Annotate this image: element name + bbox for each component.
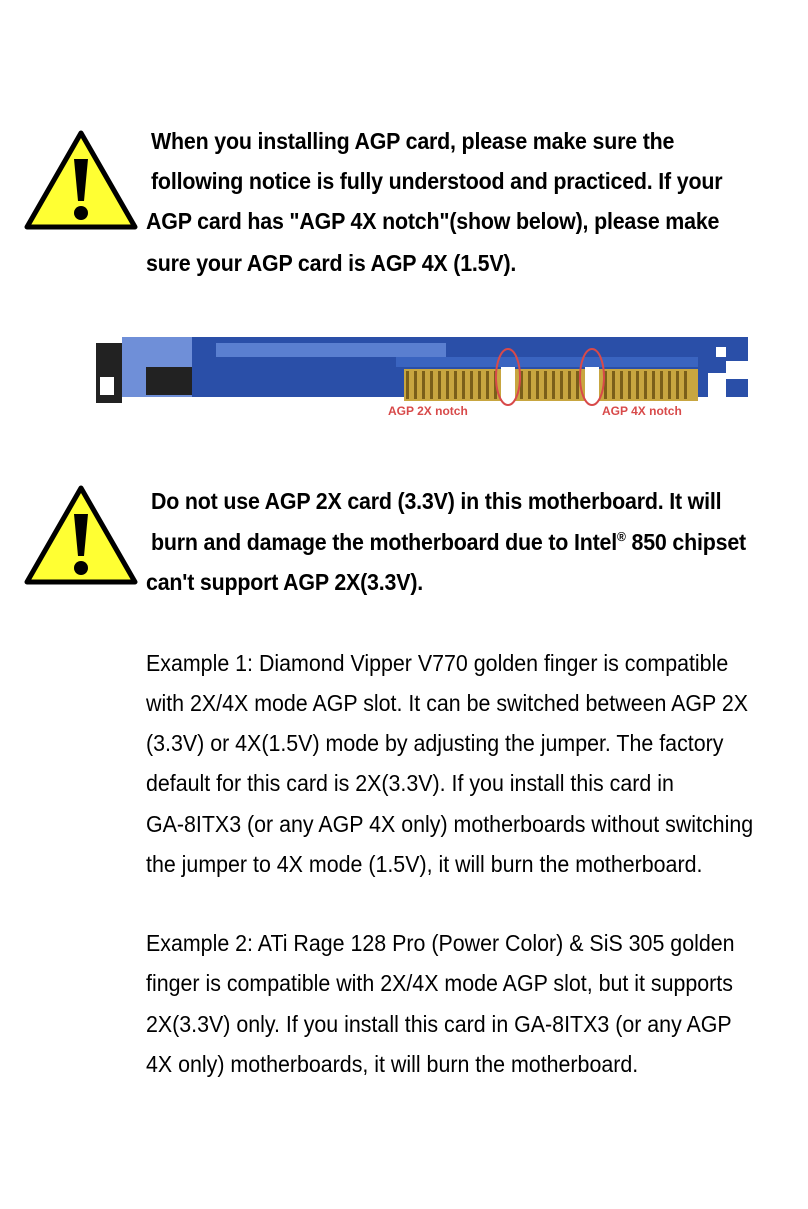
example1-line: Example 1: Diamond Vipper V770 golden finger is compatible [146, 650, 729, 676]
registered-mark: ® [617, 529, 626, 544]
example1-line: default for this card is 2X(3.3V). If you install this card in [146, 770, 674, 796]
warning2-line-1: Do not use AGP 2X card (3.3V) in this motherboard. It will [151, 488, 722, 514]
agp-2x-notch-label: AGP 2X notch [388, 404, 468, 418]
example1-line: (3.3V) or 4X(1.5V) mode by adjusting the jumper. The factory [146, 730, 724, 756]
warning1-line: sure your AGP card is AGP 4X (1.5V). [146, 250, 517, 276]
warning1-line: AGP card has "AGP 4X notch"(show below), please make [146, 208, 720, 234]
example2-line: finger is compatible with 2X/4X mode AGP slot, but it supports [146, 970, 733, 996]
warning1-line: When you installing AGP card, please make sure the [151, 128, 675, 154]
example1-line: the jumper to 4X mode (1.5V), it will burn the motherboard. [146, 851, 703, 877]
example1-line: GA-8ITX3 (or any AGP 4X only) motherboards without switching [146, 811, 754, 837]
agp-card-illustration [96, 337, 748, 427]
warning2-line-2: burn and damage the motherboard due to Intel® 850 chipset [151, 529, 746, 555]
warning1-line: following notice is fully understood and practiced. If your [151, 168, 723, 194]
warning-triangle-icon [22, 482, 140, 588]
example2-line: Example 2: ATi Rage 128 Pro (Power Color) & SiS 305 golden [146, 930, 735, 956]
agp-4x-notch-label: AGP 4X notch [602, 404, 682, 418]
example2-line: 2X(3.3V) only. If you install this card in GA-8ITX3 (or any AGP [146, 1011, 732, 1037]
warning-triangle-icon [22, 127, 140, 233]
example1-line: with 2X/4X mode AGP slot. It can be switched between AGP 2X [146, 690, 749, 716]
warning2-line-3: can't support AGP 2X(3.3V). [146, 569, 424, 595]
example2-line: 4X only) motherboards, it will burn the motherboard. [146, 1051, 639, 1077]
